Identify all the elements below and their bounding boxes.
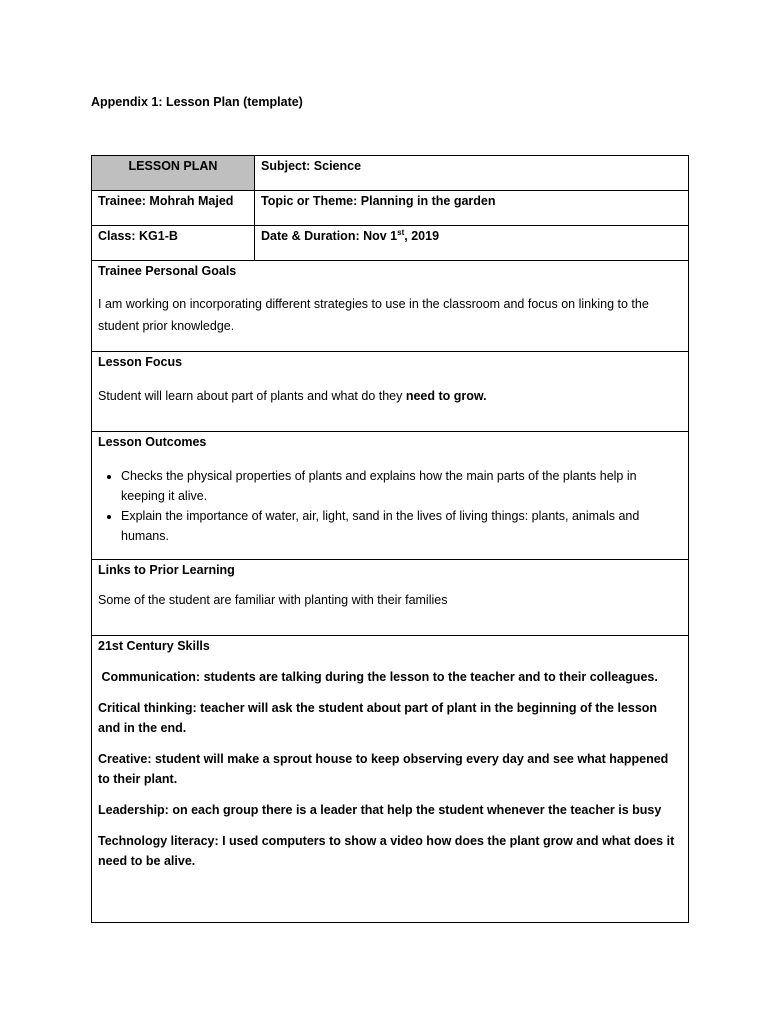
- trainee-row: [92, 191, 689, 226]
- date-duration-cell: [255, 226, 689, 261]
- lesson-outcomes-cell: [92, 432, 689, 560]
- skill-technology-literacy: Technology literacy: I used computers to show a video how does the plant grow and what does it need to be alive.: [98, 834, 675, 868]
- page-title: Appendix 1: Lesson Plan (template): [91, 95, 303, 109]
- lesson-focus-cell: [92, 352, 689, 432]
- lesson-outcome-item: • Checks the physical properties of plants and explains how the main parts of the plants help in keeping it alive.: [121, 466, 682, 506]
- header-row: [92, 156, 689, 191]
- subject-cell: Subject: Science: [255, 156, 689, 191]
- lesson-focus-text-bold: need to grow.: [405, 389, 487, 403]
- century-skills-title: 21st Century Skills: [98, 639, 210, 653]
- class-cell: Class: KG1-B: [92, 226, 255, 261]
- lesson-focus-title: Lesson Focus: [98, 355, 183, 369]
- trainee-cell: Trainee: Mohrah Majed: [92, 191, 255, 226]
- class-row: [92, 226, 689, 261]
- lesson-outcomes-list: [98, 466, 682, 546]
- personal-goals-row: [92, 261, 689, 352]
- skill-critical-thinking: Critical thinking: teacher will ask the student about part of plant in the beginning of the lesson and in the end.: [98, 701, 658, 735]
- lesson-outcome-item: • Explain the importance of water, air, light, sand in the lives of living things: plants, animals and humans.: [121, 506, 682, 546]
- date-superscript: st: [397, 227, 405, 237]
- personal-goals-title: Trainee Personal Goals: [98, 264, 237, 278]
- personal-goals-cell: [92, 261, 689, 352]
- lesson-plan-header-cell: LESSON PLAN: [92, 156, 255, 191]
- prior-learning-cell: [92, 560, 689, 636]
- skill-leadership: Leadership: on each group there is a leader that help the student whenever the teacher is busy: [98, 803, 662, 817]
- lesson-outcomes-row: [92, 432, 689, 560]
- skill-creative: Creative: student will make a sprout house to keep observing every day and see what happened to their plant.: [98, 752, 669, 786]
- lesson-outcomes-title: Lesson Outcomes: [98, 435, 207, 449]
- personal-goals-text: I am working on incorporating different strategies to use in the classroom and focus on linking to the student prior knowledge.: [98, 297, 649, 333]
- date-prefix: Date & Duration: Nov 1: [261, 229, 398, 243]
- date-suffix: , 2019: [404, 229, 440, 243]
- skill-communication: Communication: students are talking during the lesson to the teacher and to their colleagues.: [98, 670, 658, 684]
- prior-learning-title: Links to Prior Learning: [98, 563, 235, 577]
- prior-learning-text: Some of the student are familiar with planting with their families: [98, 593, 448, 607]
- lesson-focus-row: [92, 352, 689, 432]
- century-skills-cell: [92, 636, 689, 923]
- century-skills-row: [92, 636, 689, 923]
- lesson-focus-text: [98, 386, 682, 406]
- lesson-focus-text-plain: Student will learn about part of plants and what do they: [98, 389, 406, 403]
- prior-learning-row: [92, 560, 689, 636]
- topic-cell: Topic or Theme: Planning in the garden: [255, 191, 689, 226]
- lesson-plan-table: [91, 155, 689, 923]
